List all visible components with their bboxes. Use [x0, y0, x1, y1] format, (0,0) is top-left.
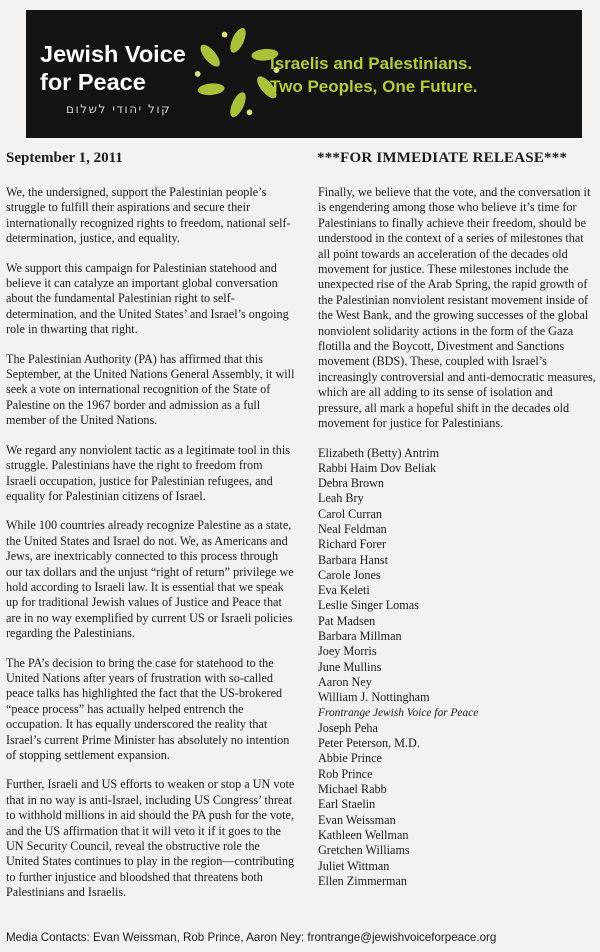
hebrew-org-name: קול יהודי לשלום	[66, 102, 172, 116]
signatory: Michael Rabb	[318, 782, 387, 797]
header-banner	[26, 10, 582, 138]
media-contacts: Media Contacts: Evan Weissman, Rob Prince, Aaron Ney: frontrange@jewishvoiceforpeace.org	[6, 931, 497, 944]
paragraph: Finally, we believe that the vote, and the conversation it is engendering among those who believe it’s time for Palestinians to finally achieve their freedom, should be understood in the context of a series of milestones that all point towards an acceleration of the decades old movement for justice. These milestones include the unexpected rise of the Arab Spring, the rapid growth of the Palestinian nonviolent resistant movement inside of the West Bank, and the growing successes of the global nonviolent solidarity actions in the form of the Gaza flotilla and the Boycott, Divestment and Sanctions movement (BDS). These, coupled with Israel’s increasingly controversial and anti-democratic measures, which are all adding to its sense of isolation and pressure, all mark a hopeful shift in the decades old movement for justice for Palestinians.	[318, 185, 596, 431]
tagline	[270, 52, 478, 98]
signatory: Barbara Hanst	[318, 552, 389, 567]
signatory: June Mullins	[318, 659, 382, 674]
signatory: Barbara Millman	[318, 629, 402, 644]
signatory: Neal Feldman	[318, 521, 387, 536]
signatory: Gretchen Williams	[318, 843, 410, 858]
leaf-mark	[227, 90, 249, 119]
signatory: Ellen Zimmerman	[318, 873, 408, 888]
signatory: Peter Peterson, M.D.	[318, 736, 420, 751]
signatory: Elizabeth (Betty) Antrim	[318, 445, 440, 460]
paragraph: The Palestinian Authority (PA) has affirmed that this September, at the United Nations General Assembly, it will seek a vote on international recognition of the State of Palestine on the 1967 border and admission as a full member of the United Nations.	[6, 351, 295, 428]
org-name-line1: Jewish Voice	[40, 41, 186, 67]
signatory: Debra Brown	[318, 476, 384, 491]
signatory: Joseph Peha	[318, 720, 378, 735]
release-date: September 1, 2011	[6, 150, 123, 166]
signatory: Aaron Ney	[318, 674, 372, 689]
signatory: Carol Curran	[318, 506, 382, 521]
left-column	[6, 185, 296, 915]
signatory: Kathleen Wellman	[318, 827, 409, 842]
paragraph: The PA’s decision to bring the case for statehood to the United Nations after years of frustration with so-called peace talks has highlighted the fact that the US-brokered “peace process” has actually helped entrench the occupation. It has equally underscored the reality that Israel’s current Prime Minister has absolutely no intention of stopping settlement expansion.	[6, 655, 290, 762]
leaf-mark	[227, 26, 249, 55]
tagline-line2: Two Peoples, One Future.	[270, 77, 478, 96]
signatory-affiliation: Frontrange Jewish Voice for Peace	[318, 706, 479, 719]
signatory: Rabbi Haim Dov Beliak	[318, 460, 437, 475]
signatory: Earl Staelin	[318, 797, 376, 812]
signatory: Leah Bry	[318, 491, 364, 506]
signatory: Richard Forer	[318, 537, 387, 552]
signatory-list	[318, 446, 598, 890]
signatory: Rob Prince	[318, 766, 373, 781]
signatory: Abbie Prince	[318, 751, 382, 766]
org-name	[40, 40, 186, 96]
signatory: Leslie Singer Lomas	[318, 598, 419, 613]
leaf-mark	[197, 82, 225, 96]
signatory: Eva Keleti	[318, 583, 370, 598]
release-label: ***FOR IMMEDIATE RELEASE***	[317, 150, 568, 166]
paragraph: We support this campaign for Palestinian statehood and believe it can catalyze an important global conversation about the fundamental Palestinian right to self-determination, and the United States’ and Israel’s ongoing role in thwarting that right.	[6, 260, 289, 337]
paragraph: We, the undersigned, support the Palestinian people’s struggle to fulfill their aspirations and secure their internationally recognized rights to freedom, national self-determination, justice, and equality.	[6, 185, 291, 246]
paragraph: While 100 countries already recognize Palestine as a state, the United States and Israel do not. We, as Americans and Jews, are inextricably connected to this process through our tax dollars and the unjust “right of return” privilege we hold according to Israeli law. It is essential that we speak up for traditional Jewish values of Justice and Peace that are in no way exemplified by current US or Israeli policies regarding the Palestinians.	[6, 518, 294, 641]
signatory: Carole Jones	[318, 567, 381, 582]
signatory: Pat Madsen	[318, 613, 376, 628]
org-name-line2: for Peace	[40, 69, 146, 95]
tagline-line1: Israelis and Palestinians.	[270, 54, 473, 73]
paragraph: Further, Israeli and US efforts to weaken or stop a UN vote that in no way is anti-Israel, including US Congress’ threat to withhold millions in aid should the PA push for the vote, and the US affirmation that it will veto it if it goes to the UN Security Council, reveal the obstructive role the United States continues to play in the region—contributing to further injustice and bloodshed that threatens both Palestinians and Israelis.	[6, 777, 295, 900]
signatory: William J. Nottingham	[318, 690, 430, 705]
leaf-mark	[197, 42, 223, 70]
paragraph: We regard any nonviolent tactic as a legitimate tool in this struggle. Palestinians have the right to freedom from Israeli occupation, justice for Palestinian refugees, and equality for Palestinian citizens of Israel.	[6, 442, 290, 503]
signatory: Juliet Wittman	[318, 858, 390, 873]
right-column	[318, 185, 598, 889]
signatory: Joey Morris	[318, 644, 377, 659]
signatory: Evan Weissman	[318, 812, 396, 827]
